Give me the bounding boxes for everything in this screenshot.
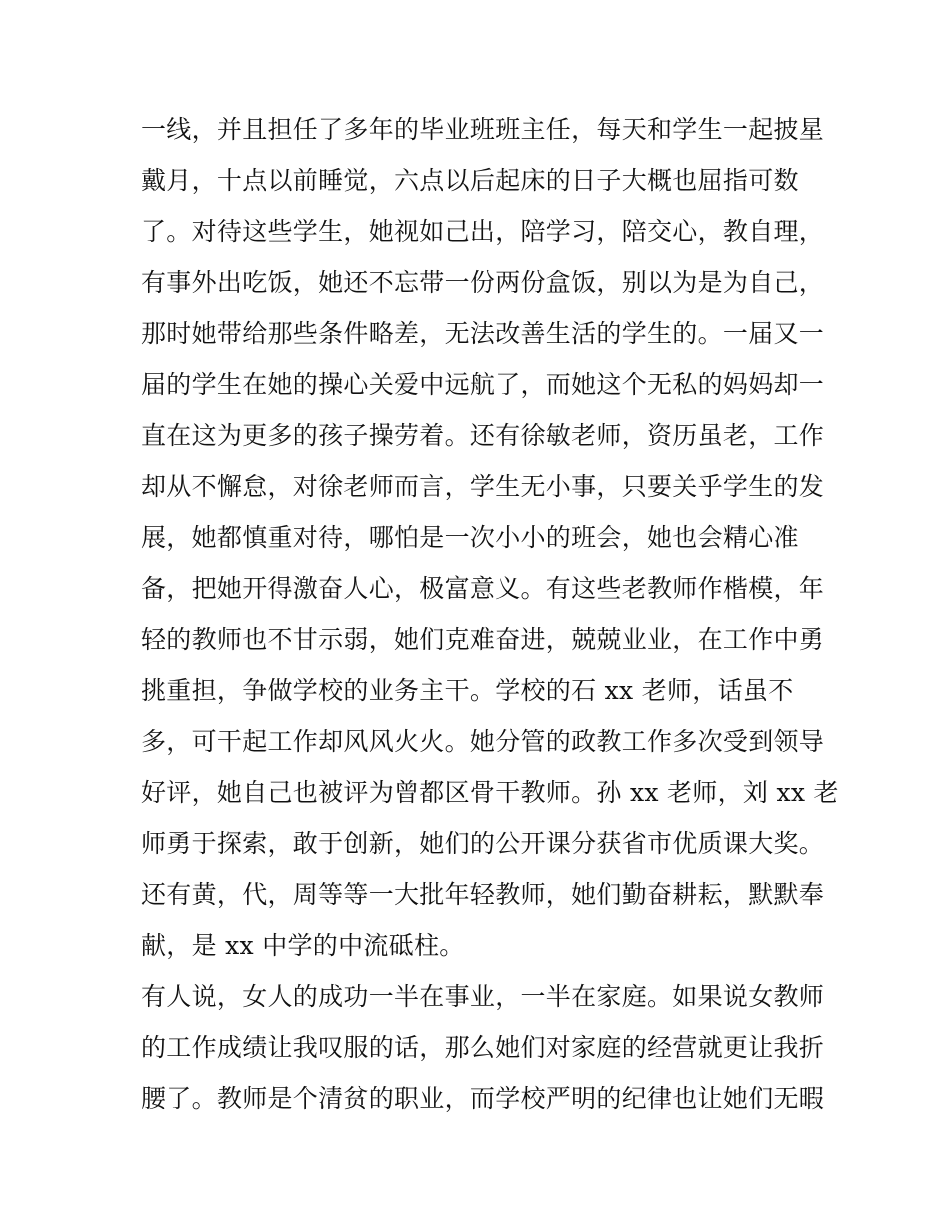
paragraph-1 [141, 110, 839, 977]
text-line: 腰了。教师是个清贫的职业，而学校严明的纪律也让她们无暇 [141, 1084, 825, 1113]
text-line: 有事外出吃饭，她还不忘带一份两份盒饭，别以为是为自己， [141, 268, 825, 297]
text-line: 了。对待这些学生，她视如己出，陪学习，陪交心，教自理， [141, 217, 825, 246]
text-line: 师勇于探索，敢于创新，她们的公开课分获省市优质课大奖。 [141, 829, 825, 858]
text-line: 有人说，女人的成功一半在事业，一半在家庭。如果说女教师 [141, 982, 825, 1011]
text-line: 届的学生在她的操心关爱中远航了，而她这个无私的妈妈却一 [141, 370, 825, 399]
text-line: 多，可干起工作却风风火火。她分管的政教工作多次受到领导 [141, 727, 825, 756]
text-line: 轻的教师也不甘示弱，她们克难奋进，兢兢业业，在工作中勇 [141, 625, 825, 654]
text-line: 直在这为更多的孩子操劳着。还有徐敏老师，资历虽老，工作 [141, 421, 825, 450]
text-line: 备，把她开得激奋人心，极富意义。有这些老教师作楷模，年 [141, 574, 825, 603]
text-line: 好评，她自己也被评为曾都区骨干教师。孙 xx 老师，刘 xx 老 [141, 778, 839, 807]
text-line: 却从不懈怠，对徐老师而言，学生无小事，只要关乎学生的发 [141, 472, 825, 501]
text-line: 戴月，十点以前睡觉，六点以后起床的日子大概也屈指可数 [141, 166, 799, 195]
text-line: 展，她都慎重对待，哪怕是一次小小的班会，她也会精心准 [141, 523, 799, 552]
text-line: 一线，并且担任了多年的毕业班班主任，每天和学生一起披星 [141, 115, 825, 144]
text-line: 挑重担，争做学校的业务主干。学校的石 xx 老师，话虽不 [141, 676, 794, 705]
document-body [141, 110, 839, 1130]
text-line: 献，是 xx 中学的中流砥柱。 [141, 931, 465, 960]
text-line: 那时她带给那些条件略差，无法改善生活的学生的。一届又一 [141, 319, 825, 348]
text-line: 的工作成绩让我叹服的话，那么她们对家庭的经营就更让我折 [141, 1033, 825, 1062]
paragraph-2 [141, 977, 825, 1130]
text-line: 还有黄，代，周等等一大批年轻教师，她们勤奋耕耘，默默奉 [141, 880, 825, 909]
